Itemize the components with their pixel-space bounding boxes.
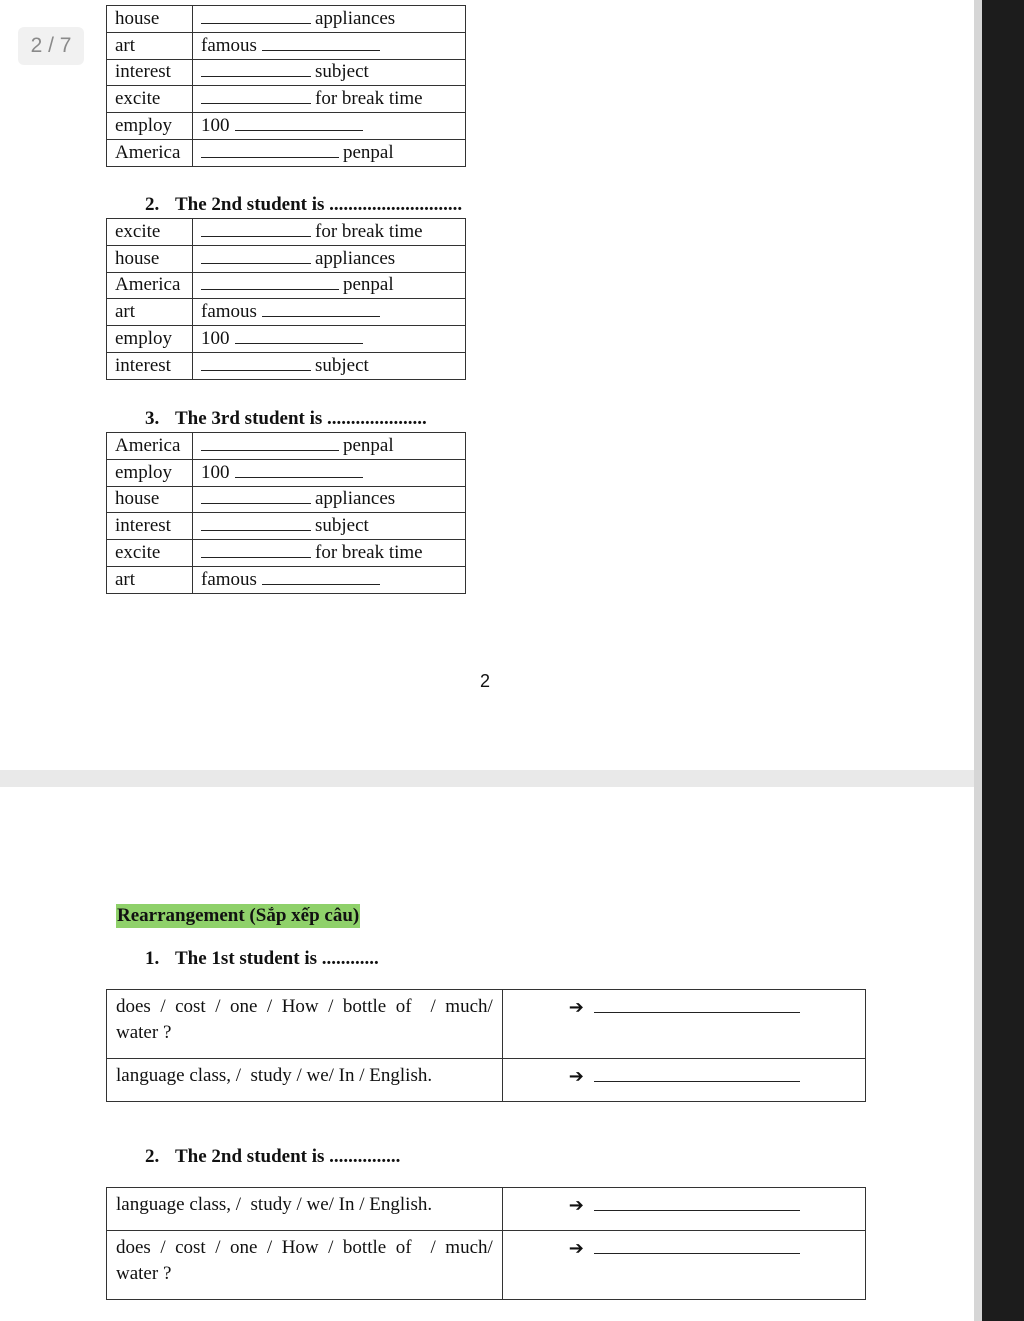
scrambled-line: does / cost / one / How / bottle of / much/ xyxy=(116,1237,493,1258)
word-row xyxy=(107,433,466,460)
phrase-text: 100 xyxy=(201,115,230,137)
answer-blank[interactable] xyxy=(201,141,339,158)
answer-blank[interactable] xyxy=(201,541,311,558)
phrase-text: famous xyxy=(201,34,257,56)
word-row xyxy=(107,352,466,379)
word-row xyxy=(107,459,466,486)
answer-blank[interactable] xyxy=(262,300,380,317)
phrase-text: subject xyxy=(315,61,369,83)
phrase-text: for break time xyxy=(315,542,423,564)
word-row xyxy=(107,86,466,113)
phrase-cell xyxy=(193,113,466,140)
viewer-scrollbar-edge xyxy=(982,0,1024,1321)
word-row xyxy=(107,540,466,567)
arrow-right-icon: ➔ xyxy=(568,997,584,1018)
answer-blank[interactable] xyxy=(201,87,311,104)
root-word: interest xyxy=(107,513,193,540)
root-word: art xyxy=(107,32,193,59)
root-word: excite xyxy=(107,219,193,246)
phrase-text: subject xyxy=(315,354,369,376)
root-word: America xyxy=(107,433,193,460)
root-word: employ xyxy=(107,326,193,353)
answer-blank[interactable] xyxy=(201,247,311,264)
answer-blank[interactable] xyxy=(201,434,339,451)
root-word: interest xyxy=(107,352,193,379)
arrow-right-icon: ➔ xyxy=(568,1066,584,1087)
phrase-cell xyxy=(193,86,466,113)
word-row xyxy=(107,219,466,246)
page-number: 2 xyxy=(480,671,491,691)
page-gap xyxy=(974,0,982,1321)
phrase-cell xyxy=(193,513,466,540)
root-word: employ xyxy=(107,459,193,486)
word-row xyxy=(107,32,466,59)
scrambled-line: water ? xyxy=(116,1022,172,1043)
answer-cell xyxy=(502,1059,865,1102)
answer-blank[interactable] xyxy=(201,60,311,77)
answer-blank[interactable] xyxy=(201,487,311,504)
section-title: Rearrangement (Sắp xếp câu) xyxy=(117,905,360,926)
word-row xyxy=(107,272,466,299)
answer-blank[interactable] xyxy=(235,114,363,131)
root-word: America xyxy=(107,272,193,299)
root-word: excite xyxy=(107,86,193,113)
root-word: excite xyxy=(107,540,193,567)
page-indicator: 2 / 7 xyxy=(18,27,84,65)
answer-blank[interactable] xyxy=(201,7,311,24)
phrase-text: penpal xyxy=(343,274,394,296)
phrase-cell xyxy=(193,272,466,299)
word-row xyxy=(107,299,466,326)
phrase-cell xyxy=(193,540,466,567)
word-row xyxy=(107,59,466,86)
answer-blank[interactable] xyxy=(594,1235,800,1254)
phrase-cell xyxy=(193,486,466,513)
phrase-cell xyxy=(193,245,466,272)
scrambled-words xyxy=(107,1231,503,1300)
answer-blank[interactable] xyxy=(594,1063,800,1082)
scrambled-words xyxy=(107,990,503,1059)
rearrange-table-1 xyxy=(106,989,866,1102)
root-word: art xyxy=(107,299,193,326)
answer-blank[interactable] xyxy=(594,994,800,1013)
phrase-text: penpal xyxy=(343,434,394,456)
rearrange-student-1-heading: 1. The 1st student is ............ xyxy=(145,948,379,969)
answer-cell xyxy=(502,990,865,1059)
student-3-heading: 3. The 3rd student is ..................... xyxy=(145,408,427,429)
answer-blank[interactable] xyxy=(201,514,311,531)
phrase-text: 100 xyxy=(201,461,230,483)
scrambled-line: language class, / study / we/ In / English. xyxy=(116,1194,433,1215)
student-2-heading: 2. The 2nd student is ............................ xyxy=(145,194,463,215)
phrase-text: famous xyxy=(201,568,257,590)
root-word: art xyxy=(107,566,193,593)
arrow-right-icon: ➔ xyxy=(568,1195,584,1216)
phrase-text: appliances xyxy=(315,488,396,510)
answer-blank[interactable] xyxy=(594,1192,800,1211)
answer-cell xyxy=(502,1231,865,1300)
rearrange-table-2 xyxy=(106,1187,866,1300)
rearrange-row xyxy=(107,1188,866,1231)
answer-blank[interactable] xyxy=(235,327,363,344)
word-row xyxy=(107,245,466,272)
phrase-cell xyxy=(193,6,466,33)
word-form-table-1 xyxy=(106,5,466,167)
answer-blank[interactable] xyxy=(201,354,311,371)
phrase-text: subject xyxy=(315,515,369,537)
scrambled-words xyxy=(107,1059,503,1102)
phrase-text: for break time xyxy=(315,88,423,110)
word-row xyxy=(107,6,466,33)
phrase-cell xyxy=(193,59,466,86)
root-word: house xyxy=(107,486,193,513)
phrase-cell xyxy=(193,433,466,460)
scrambled-line: does / cost / one / How / bottle of / much/ xyxy=(116,996,493,1017)
phrase-cell xyxy=(193,566,466,593)
word-form-table-2 xyxy=(106,218,466,380)
phrase-cell xyxy=(193,459,466,486)
scrambled-words xyxy=(107,1188,503,1231)
phrase-text: penpal xyxy=(343,141,394,163)
root-word: America xyxy=(107,139,193,166)
phrase-cell xyxy=(193,139,466,166)
phrase-cell xyxy=(193,32,466,59)
word-row xyxy=(107,326,466,353)
answer-blank[interactable] xyxy=(201,220,311,237)
word-row xyxy=(107,513,466,540)
word-form-table-3 xyxy=(106,432,466,594)
word-row xyxy=(107,113,466,140)
scrambled-line: language class, / study / we/ In / English. xyxy=(116,1065,433,1086)
phrase-text: appliances xyxy=(315,247,396,269)
word-row xyxy=(107,486,466,513)
arrow-right-icon: ➔ xyxy=(568,1238,584,1259)
phrase-text: appliances xyxy=(315,7,396,29)
root-word: interest xyxy=(107,59,193,86)
root-word: house xyxy=(107,6,193,33)
rearrange-student-2-heading: 2. The 2nd student is ............... xyxy=(145,1146,401,1167)
answer-blank[interactable] xyxy=(262,34,380,51)
rearrange-row xyxy=(107,990,866,1059)
root-word: house xyxy=(107,245,193,272)
phrase-cell xyxy=(193,299,466,326)
answer-blank[interactable] xyxy=(235,461,363,478)
word-row xyxy=(107,566,466,593)
answer-blank[interactable] xyxy=(201,273,339,290)
root-word: employ xyxy=(107,113,193,140)
phrase-cell xyxy=(193,352,466,379)
phrase-text: for break time xyxy=(315,220,423,242)
phrase-text: famous xyxy=(201,301,257,323)
phrase-cell xyxy=(193,219,466,246)
word-row xyxy=(107,139,466,166)
phrase-cell xyxy=(193,326,466,353)
scrambled-line: water ? xyxy=(116,1263,172,1284)
answer-blank[interactable] xyxy=(262,568,380,585)
phrase-text: 100 xyxy=(201,328,230,350)
answer-cell xyxy=(502,1188,865,1231)
rearrange-row xyxy=(107,1059,866,1102)
rearrange-row xyxy=(107,1231,866,1300)
